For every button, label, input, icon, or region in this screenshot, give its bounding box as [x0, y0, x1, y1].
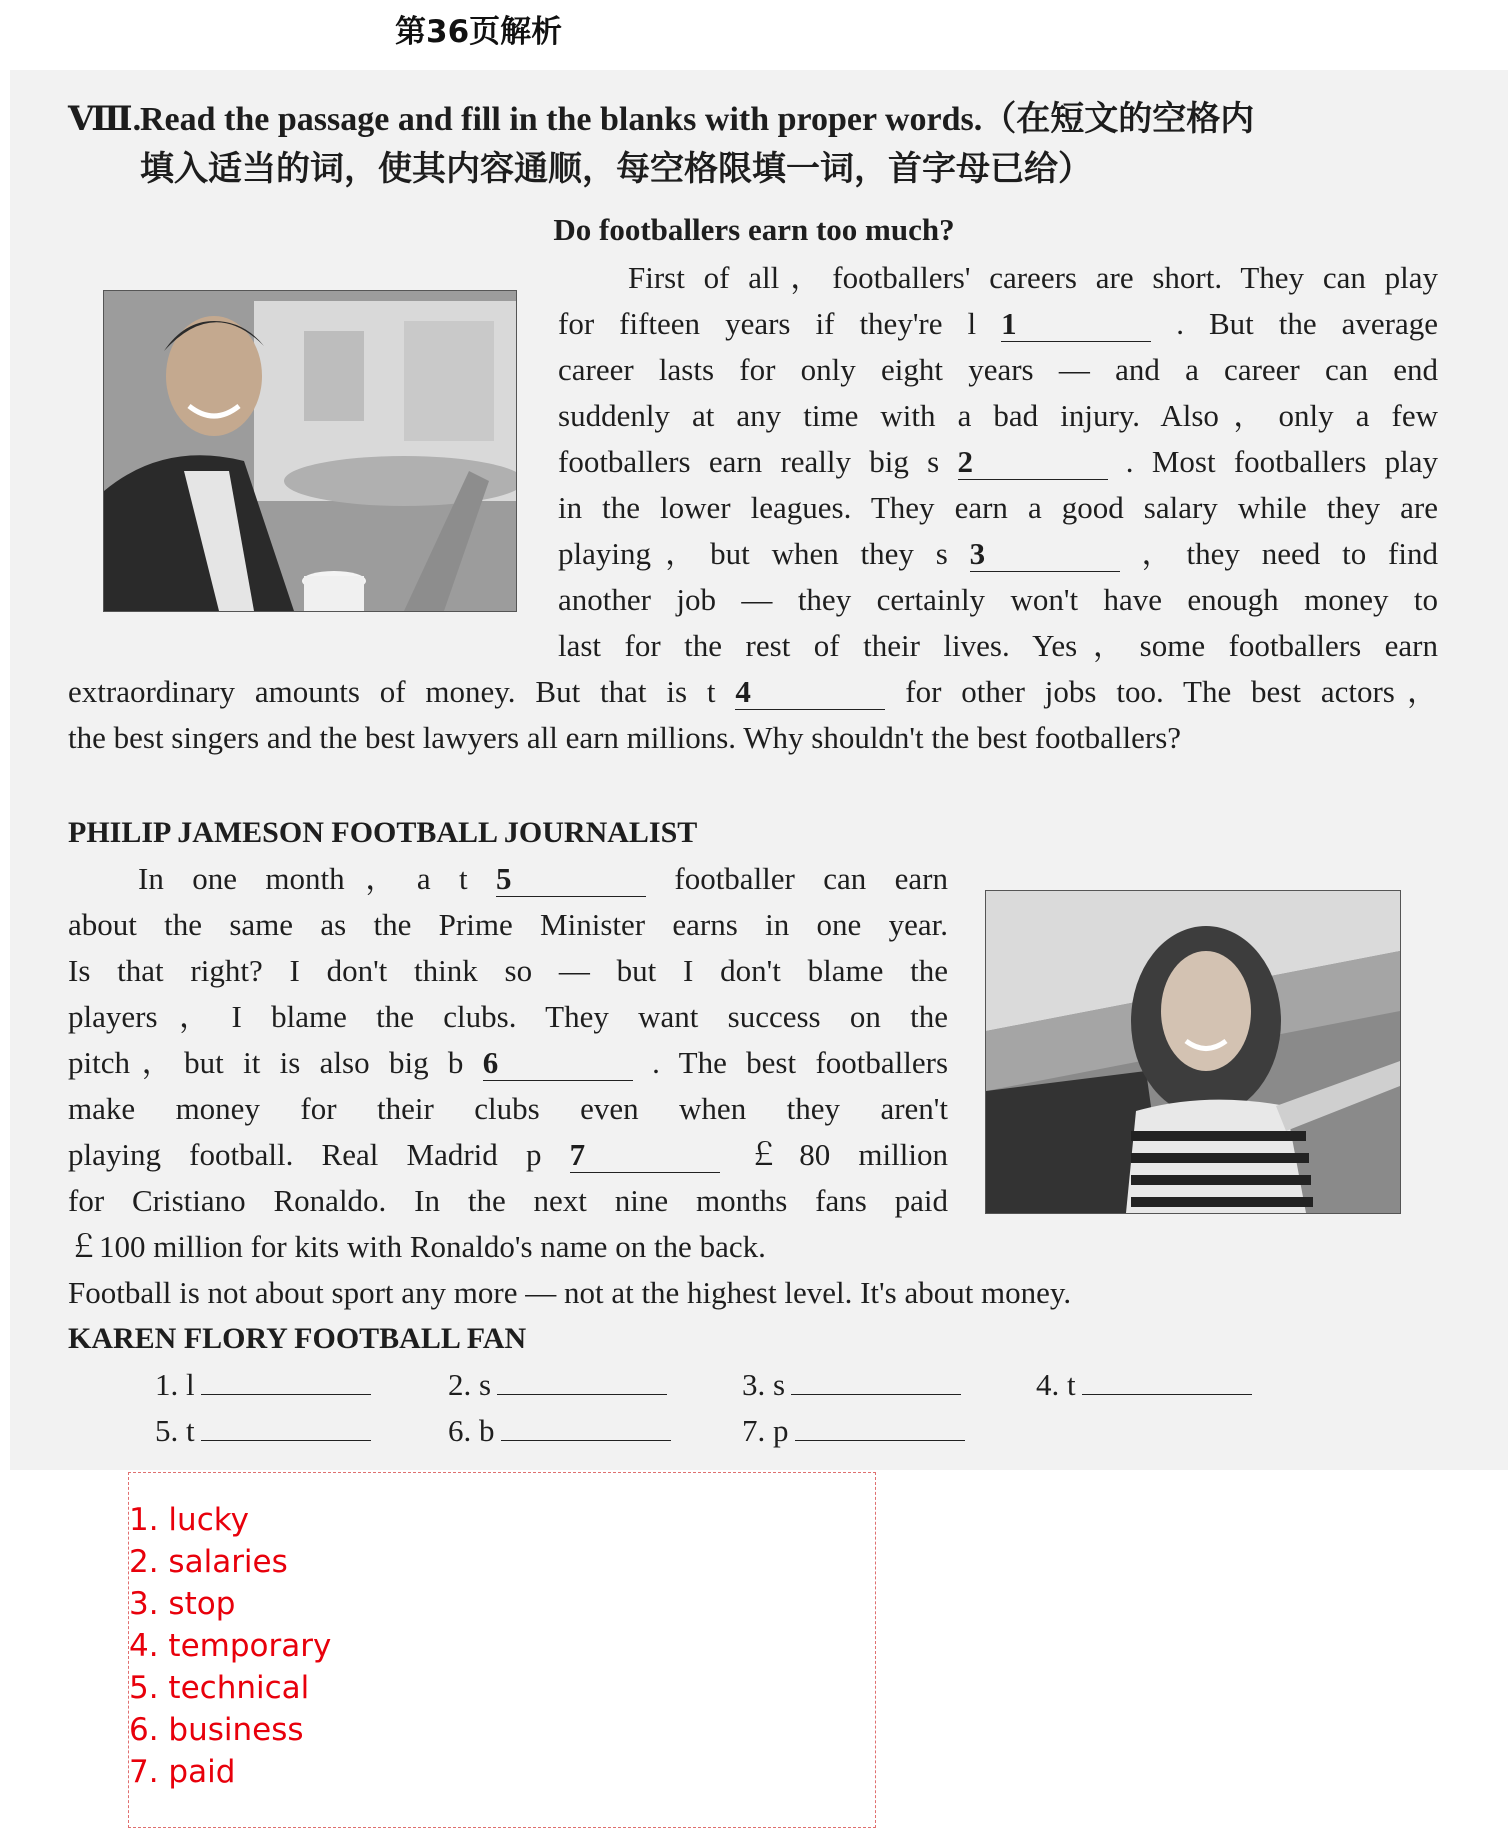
blank-6: 6	[483, 1046, 633, 1081]
passage-line: Football is not about sport any more — not at the highest level. It's about money.	[68, 1275, 1072, 1310]
answer-4: 4. temporary	[129, 1628, 332, 1664]
passage-line: in the lower leagues. They earn a good salary while they are	[558, 490, 1438, 525]
section-karen-flory: KAREN FLORY FOOTBALL FAN	[68, 1322, 527, 1355]
passage-line: make money for their clubs even when they aren't	[68, 1091, 948, 1126]
passage-line: playing football. Real Madrid p 7 ￡80 million	[68, 1137, 949, 1172]
passage-line: suddenly at any time with a bad injury. Also，only a few	[558, 398, 1438, 433]
passage-line: last for the rest of their lives. Yes，some footballers earn	[558, 628, 1438, 663]
passage-line: the best singers and the best lawyers all earn millions. Why shouldn't the best footballers?	[68, 720, 1182, 755]
page-title: 第36页解析	[395, 14, 563, 50]
passage-line: for Cristiano Ronaldo. In the next nine months fans paid	[68, 1183, 948, 1218]
answer-prompt-2: 2. s	[448, 1362, 667, 1408]
passage-line: about the same as the Prime Minister earns in one year.	[68, 907, 948, 942]
blank-4: 4	[735, 675, 885, 710]
passage-line: career lasts for only eight years — and a career can end	[558, 352, 1438, 387]
blank-2: 2	[958, 445, 1108, 480]
blank-7: 7	[570, 1138, 720, 1173]
passage-line: for fifteen years if they're l 1 . But the average	[558, 306, 1439, 341]
answer-1: 1. lucky	[129, 1502, 249, 1538]
answer-prompt-1: 1. l	[155, 1362, 371, 1408]
answer-7: 7. paid	[129, 1754, 236, 1790]
passage-title: Do footballers earn too much?	[553, 212, 955, 247]
passage-line: pitch，but it is also big b 6 . The best footballers	[68, 1045, 949, 1080]
passage-line: another job — they certainly won't have enough money to	[558, 582, 1438, 617]
blank-5: 5	[496, 862, 646, 897]
passage-line: ￡100 million for kits with Ronaldo's name on the back.	[68, 1229, 766, 1264]
section-philip-jameson: PHILIP JAMESON FOOTBALL JOURNALIST	[68, 816, 698, 849]
passage-line: extraordinary amounts of money. But that is t 4 for other jobs too. The best actors，	[68, 674, 1438, 709]
instruction-line-1: Read the passage and fill in the blanks with proper words.（在短文的空格内	[140, 101, 1255, 138]
blank-1: 1	[1001, 307, 1151, 342]
exercise-number: Ⅷ.	[68, 101, 142, 138]
answer-2: 2. salaries	[129, 1544, 288, 1580]
answer-prompt-6: 6. b	[448, 1408, 671, 1454]
answer-prompt-5: 5. t	[155, 1408, 371, 1454]
passage-line: First of all，footballers' careers are short. They can play	[628, 260, 1438, 295]
photo-man-with-laptop	[103, 290, 517, 612]
passage-line: In one month，a t 5 footballer can earn	[138, 861, 949, 896]
answer-prompt-3: 3. s	[742, 1362, 961, 1408]
passage-line: players，I blame the clubs. They want success on the	[68, 999, 948, 1034]
photo-woman-selfie	[985, 890, 1401, 1214]
blank-3: 3	[970, 537, 1120, 572]
passage-line: playing，but when they s 3 ，they need to find	[558, 536, 1438, 571]
answer-6: 6. business	[129, 1712, 304, 1748]
answer-prompt-7: 7. p	[742, 1408, 965, 1454]
answer-3: 3. stop	[129, 1586, 236, 1622]
answer-5: 5. technical	[129, 1670, 310, 1706]
exercise-heading	[68, 95, 1468, 195]
passage-line: footballers earn really big s 2 . Most footballers play	[558, 444, 1439, 479]
answer-prompt-4: 4. t	[1036, 1362, 1252, 1408]
passage-line: Is that right? I don't think so — but I don't blame the	[68, 953, 948, 988]
instruction-line-2: 填入适当的词，使其内容通顺，每空格限填一词，首字母已给）	[140, 151, 1092, 188]
